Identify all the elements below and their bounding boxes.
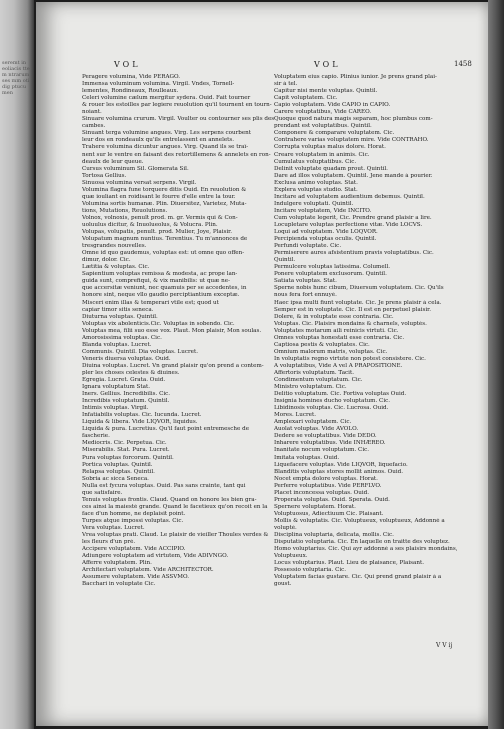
entry-line: Lætitia & voluptas. Cic. (82, 264, 150, 271)
entry-line: Quoque quod natura magis separam, hoc plumbus com- (274, 116, 433, 123)
entry-line: goust. (274, 581, 292, 588)
entry-line: Nocet empta dolore voluptas. Horat. (274, 475, 378, 482)
entry-line: Captiosa pestis & voluptates. Cic. (274, 341, 370, 348)
entry-line: Nulla est fycura voluptas. Ouid. Pas sans crainte, tant qui (82, 482, 246, 489)
entry-line: Affertoris voluptatum. Tacit. (274, 369, 354, 376)
entry-line: Libidinosis voluptas. Cic. Lucrosa. Ouid. (274, 405, 389, 412)
entry-line: Perferre voluptatibus. Vide PERFLVO. (274, 482, 382, 489)
entry-line: Voluptueux. (274, 553, 308, 560)
entry-line: Haec ipsa multi fiunt voluptate. Cic. Je prens plaisir à cela. (274, 299, 442, 306)
entry-line: noiant. (82, 109, 102, 116)
entry-line: Sinuare volumina crurum. Virgil. Voulter ou contourner ses plis des (82, 116, 275, 123)
entry-line: Ponere voluptatem exclusorum. Quintil. (274, 271, 387, 278)
entry-line: Vera voluptas. Lucret. (82, 525, 145, 531)
entry-line: ces ainsi la maiesté grande. Quand le facetieux qu'on recoit en la (82, 503, 268, 510)
entry-line: Cum voluptate legerit, Cic. Prendre grand plaisir a lire. (274, 214, 432, 221)
entry-line: volupté. (274, 525, 297, 531)
entry-line: Indulgere voluptati. Quintil. (274, 200, 354, 207)
entry-line: Adiungere voluptatem ad virtutem, Vide ADIVNGO. (82, 553, 229, 560)
header-middle: VOL (314, 60, 341, 69)
entry-line: Voluptatem eius capio. Plinius iunior. Je prens grand plai- (274, 74, 437, 80)
entry-line: Mollis & voluptatis. Cic. Voluptueux, voluptueux, Addonné a (274, 517, 445, 524)
previous-page-edge (0, 0, 34, 729)
previous-page-margin-text: seremt in eoliacis ttem ntrarum ses mm otidig ptucumen (2, 60, 30, 96)
entry-line: Communis. Quintil. Dia voluptas. Lucret. (82, 348, 198, 355)
entry-line: Capit voluptatem. Cic. (274, 95, 338, 102)
entry-line: cambes. (82, 123, 106, 130)
entry-line: Diuturna voluptas. Quintil. (82, 313, 158, 320)
entry-line: nous fera fort ennuyé. (274, 292, 337, 299)
entry-line: Tortosa Gellius. (82, 172, 127, 179)
entry-line: tresgrandes nouvelles. (82, 243, 147, 250)
entry-line: Exclusa animo voluptas. Stat. (274, 179, 358, 186)
entry-line: Sperne nobis hunc cibum, Diuersum voluptatem. Cic. Qu'ils (274, 285, 444, 292)
entry-line: Turpes atque impossi voluptas. Cic. (82, 517, 184, 524)
entry-line: Inanitate nocum voluptatum. Cic. (274, 447, 370, 454)
entry-line: Omne id quo gaudemus, voluptas est: ut omne quo offen- (82, 250, 245, 257)
entry-line: Contrahere varias voluptatem mire. Vide CONTRAHO. (274, 137, 429, 144)
entry-line: que satisfaire. (82, 489, 123, 496)
entry-line: Explera voluptas studio. Stat. (274, 186, 358, 193)
entry-line: Corrupta voluptas malus dolore. Horat. (274, 144, 386, 151)
entry-line: pler les choses celestes & diuines. (82, 369, 180, 376)
entry-line: Creare voluptatem in animis. Cic. (274, 151, 370, 158)
entry-line: Volupas, volupatis, penult. prod. Mulier, Joye, Plaisir. (82, 229, 233, 236)
entry-line: Omnes voluptas honestati esse contraria. Cic. (274, 334, 405, 341)
entry-line: Percipienda voluptas oculis. Quintil. (274, 236, 377, 243)
entry-line: Afferre voluptatem. Plin. (82, 560, 152, 567)
entry-line: Tenuis voluptas frontis. Claud. Quand on honore les bien gra- (82, 496, 257, 503)
entry-line: Accipere voluptatem. Vide ACCIPIO. (82, 546, 186, 553)
left-text-column (82, 74, 278, 588)
entry-line: Carere voluptatibus, Vide CAREO. (274, 109, 372, 116)
entry-line: Delinit voluptate quadam prout. Quintil. (274, 165, 388, 172)
page-number: 1458 (454, 60, 472, 68)
entry-line: sir à tel. (274, 81, 298, 88)
entry-line: Mores. Lucret. (274, 412, 316, 419)
entry-line: fascherie. (82, 433, 110, 440)
entry-line: face d'un homme, ne deplaisit point. (82, 510, 186, 517)
entry-line: Permiserere aures afsistentium pravis voluptatibus. Cic. (274, 250, 434, 257)
entry-line: Placet inconcessa voluptas. Ouid. (274, 489, 369, 496)
entry-line: Cursus voluminum Sil. Glomerata Sil. (82, 165, 189, 172)
entry-line: Incitare ad voluptatem audientium debemus. Quintil. (274, 193, 425, 200)
entry-line: Dedere se voluptatibus. Vide DEDO. (274, 433, 377, 440)
entry-line: Semper est in voluptate. Cic. Il est en perpetuel plaisir. (274, 306, 431, 313)
entry-line: Mediocris. Cic. Perpetua. Cic. (82, 440, 167, 447)
entry-line: Componere & comparare voluptatem. Cic. (274, 130, 395, 137)
entry-line: Delitio voluptatum. Cic. Fortiva voluptas Ouid. (274, 391, 407, 398)
entry-line: Voluptuosus, Adiectiuum Cic. Plaisant. (274, 510, 384, 517)
entry-line: Locus voluptarius. Plaut. Lieu de plaisance, Plaisant. (274, 560, 425, 567)
entry-line: Permulcere voluptas latissima. Columell. (274, 264, 391, 271)
entry-line: Veneris diuersa voluptas. Ouid. (82, 355, 171, 362)
entry-line: Sobria ac sicca Seneca. (82, 475, 149, 482)
entry-line: Vrea voluptas prati. Claud. Le plaisir de vieiller Thoules verdes & (82, 532, 269, 539)
book-edge (488, 0, 504, 729)
entry-line: prendant est voluptatibus. Quintil. (274, 123, 372, 130)
entry-line: Insignia homines ducho voluptatum. Cic. (274, 398, 391, 405)
entry-line: Locupletare voluptas perfectione vitæ. Vide LOCVS. (274, 221, 423, 228)
entry-line: Homo voluptarius. Cic. Qui ayr addonné a ses plaisirs mondains, (274, 546, 458, 553)
entry-line: Capitur nisi mente voluptas. Quintil. (274, 88, 378, 95)
entry-line: In voluptatis regno virtute non potest consistere. Cic. (274, 355, 426, 362)
entry-line: nent sur le ventre en faisant des retortillemens & annelets en ron- (82, 151, 271, 158)
entry-line: Volumina flagra fune torquere ditis Ouid. En reuolution & (82, 186, 247, 193)
entry-line: Properata voluptas. Ouid. Sperata. Ouid. (274, 496, 390, 503)
entry-line: Possessio voluptaria. Cic. (274, 567, 347, 574)
entry-line: honore sint, neque vllo gaudio perciptiantium exceptæ. (82, 292, 240, 299)
entry-line: Disciplina voluptaria, delicata, mollis. Cic. (274, 532, 394, 539)
entry-line: & rouer les estoilles par legiere reuolution qu'il tournent en tourn- (82, 102, 272, 109)
entry-line: que accersitæ veniunt, nec quamuis per se accedentes, in (82, 285, 247, 292)
entry-line: Volumina sortis humanæ. Plin. Diuersitez, Varietez, Muta- (82, 200, 247, 207)
entry-line: Peragere volumina, Vide PERAGO. (82, 74, 180, 80)
entry-line: Voluptas vix abolenticis.Cic. Voluptas in sobendo. Cic. (82, 320, 235, 327)
header-left: VOL (114, 60, 141, 69)
entry-line: Inharere voluptatibus. Vide INHÆREO. (274, 440, 386, 447)
entry-line: Perfundi voluptate. Cic. (274, 243, 342, 250)
entry-line: Volupatum magnum nuntius. Terentius. Tu m'annonces de (82, 236, 248, 243)
entry-line: Volnox, volnoxis, penult prod. m. gr. Vermis qui & Con- (82, 214, 238, 221)
entry-line: Bacchari in voluptate Cic. (82, 581, 156, 588)
entry-line: Portica voluptas. Quintil. (82, 461, 153, 468)
entry-line: uoluulus dicitur, & Inuolueolus, & Volucra. Plin. (82, 221, 218, 228)
entry-line: tions, Mutations, Reuolutions. (82, 207, 168, 214)
entry-line: leur dos en rondeaulx qu'ils entrelassent en annelets. (82, 137, 235, 144)
signature-mark: V V ij (436, 642, 453, 649)
entry-line: Miserabilis. Stat. Pura. Lucret. (82, 447, 170, 454)
entry-line: Loqui ad voluptatem. Vide LOQVOR. (274, 229, 378, 236)
entry-line: Relapsa voluptas. Quintil. (82, 468, 155, 475)
entry-line: Trahere volumina dicuntur angues. Virg. Quand ils se traî- (82, 144, 249, 151)
entry-line: quæ iouliant en roidisant le fourre d'elle entre la tour. (82, 193, 236, 200)
entry-line: Assumere voluptatem. Vide ASSVMO. (82, 574, 190, 581)
entry-line: Misceri enim illas & temperari vtile est; quod ut (82, 299, 219, 306)
entry-line: Infatiabilis voluptas. Cic. Iucunda. Lucret. (82, 412, 202, 419)
entry-line: A voluptatibus, Vide A vel A PRAPOSITIONE. (274, 362, 403, 369)
entry-line: Spernere voluptatem. Horat. (274, 503, 356, 510)
entry-line: Disputatio voluptaria. Cic. En laquelle on traitte des voluptez. (274, 539, 450, 546)
entry-line: Quintil. (274, 257, 296, 264)
entry-line: Blanditis voluptas stores mollit animos. Ouid. (274, 468, 403, 475)
entry-line: Diuina voluptas. Lucret. Vn grand plaisir qu'on prend a contem- (82, 362, 264, 369)
entry-line: Immensa voluminum volumina. Virgil. Vndes, Tornell- (82, 81, 235, 88)
entry-line: Liquida & pura. Lucretius. Qu'il faut point entremesche de (82, 426, 250, 433)
entry-line: Iners. Gellius. Incredibilis. Cic. (82, 391, 171, 398)
entry-line: Dare ad illos voluptatem. Quintil. Jene mande à pourier. (274, 172, 433, 179)
entry-line: Liquida & libera. Vide LIQVOR, liquidus. (82, 419, 198, 426)
entry-line: Omnium malorum matris, voluptas. Cic. (274, 348, 388, 355)
entry-line: Sapientium voluptas remissa & modesta, ac prope lan- (82, 271, 238, 278)
entry-line: Celeri volumine cælum mergitur sydera. Ouid. Fait tourner (82, 95, 251, 102)
entry-line: Ignara voluptatum Stat. (82, 384, 150, 391)
entry-line: Condimentum voluptatum. Cic. (274, 377, 363, 384)
entry-line: Imitata voluptas. Ouid. (274, 454, 340, 461)
entry-line: Architectari voluptatem. Vide ARCHITECTOR. (82, 567, 214, 574)
entry-line: Pura voluptas forcorum. Quintil. (82, 454, 174, 461)
entry-line: Dolere, & in voluptate esse contraria. Cic. (274, 313, 394, 320)
right-text-column (274, 74, 470, 588)
entry-line: les fleurs d'un pré. (82, 539, 136, 546)
entry-line: Capio voluptatem. Vide CAPIO in CAPIO. (274, 102, 391, 109)
entry-line: Ministro voluptatum. Cic. (274, 384, 347, 391)
dictionary-page (36, 2, 488, 726)
entry-line: Sinuosa volumina versat serpens. Virgil. (82, 179, 197, 186)
entry-line: Incredibis voluptatum. Quintil. (82, 398, 170, 405)
entry-line: Voluptas mea, filii suo esse vox. Plaut. Mon plaisir, Mon soulas. (82, 327, 262, 334)
entry-line: Cumulatus voluptatibus. Cic. (274, 158, 357, 165)
entry-line: Egregia. Lucret. Grata. Ouid. (82, 377, 166, 384)
entry-line: Sinuant terga volumine angues. Virg. Les serpens courbent (82, 130, 252, 137)
entry-line: dimur, dolor. Cic. (82, 257, 131, 264)
entry-line: Intimis voluptas. Virgil. (82, 405, 149, 412)
entry-line: Liquefacere voluptas. Vide LIQVOR, liquefacio. (274, 461, 408, 468)
entry-line: deaulx de leur queue. (82, 158, 144, 165)
entry-line: Satiata voluptas. Stat. (274, 278, 337, 285)
entry-line: Blanda voluptas. Lucret. (82, 341, 152, 348)
entry-line: Auolat voluptas. Vide AVOLO. (274, 426, 359, 433)
entry-line: Voluptates motarum aili reinicis virtuti. Cic. (274, 327, 399, 334)
entry-line: Amorosissima voluptas. Cic. (82, 334, 162, 341)
entry-line: lementes, Rondineaux, Roulleaux. (82, 88, 179, 95)
entry-line: Incitare voluptatem, Vide INCITO. (274, 207, 372, 214)
entry-line: Voluptas. Cic. Plaisirs mondains & charnels, voluptés. (274, 320, 427, 327)
entry-line: capiar timor sitis seneca. (82, 306, 154, 313)
entry-line: Amplexari voluptatem. Cic. (274, 419, 352, 426)
entry-line: Voluptatem facias gustare. Cic. Qui prend grand plaisir à a (274, 574, 442, 581)
entry-line: guida sunt, comprefiqui, & vix manibilis: ut quæ ne- (82, 278, 230, 285)
